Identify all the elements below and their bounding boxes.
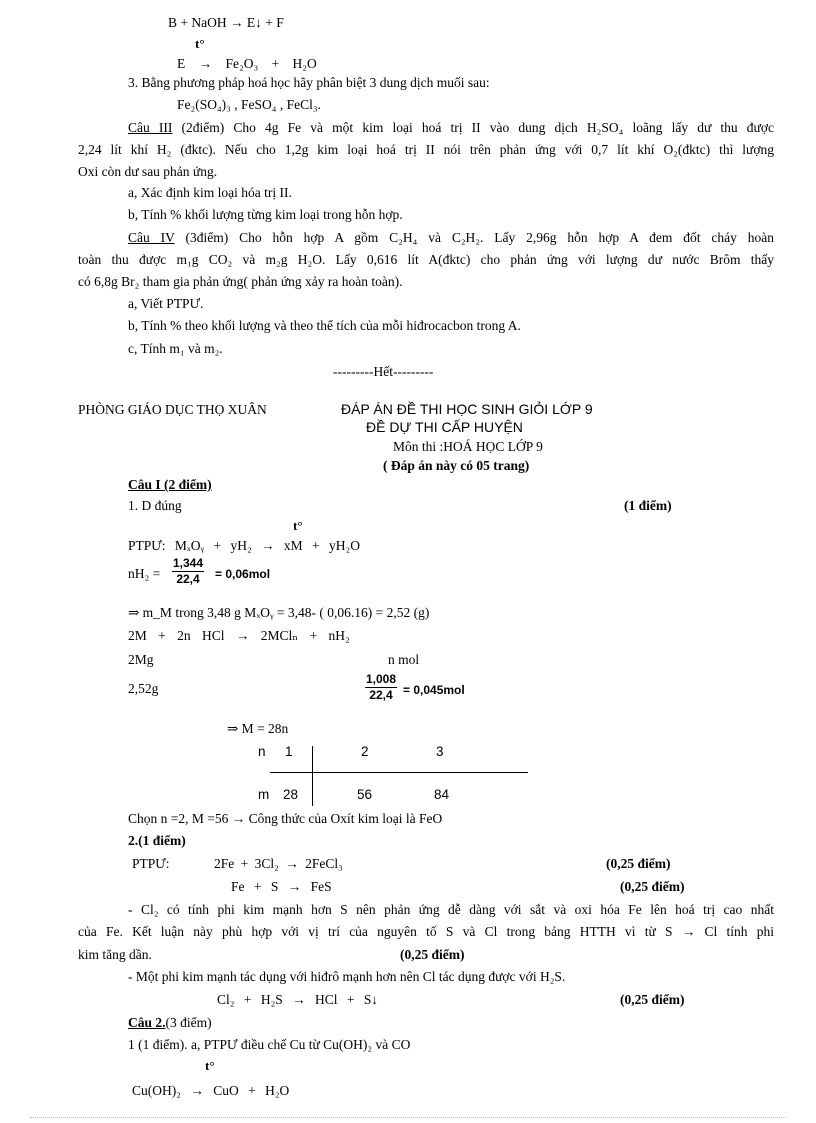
c1-eq4: Fe + S → FeS <box>231 879 332 894</box>
cau3-line3: Oxi còn dư sau phản ứng. <box>78 164 218 179</box>
c1-explain-4: - Một phi kim mạnh tác dụng với hiđrô mạnh hơn nên Cl tác dụng được với H₂S. <box>128 969 566 984</box>
cau4-b: b, Tính % theo khối lượng và theo thể tích của mỗi hiđrocacbon trong A. <box>128 318 521 333</box>
heat-mark: t° <box>195 36 205 51</box>
c1-mass: ⇒ m_M trong 3,48 g MₓOᵧ = 3,48- ( 0,06.16) = 2,52 (g) <box>128 605 430 620</box>
c1-part1-points: (1 điểm) <box>624 498 672 513</box>
nh2-denominator: 22,4 <box>176 572 200 586</box>
c2-points: (3 điểm) <box>165 1015 212 1030</box>
question-3: 3. Bằng phương pháp hoá học hãy phân biệt 3 dung dịch muối sau: <box>128 75 490 90</box>
h2-numerator: 1,008 <box>366 672 397 686</box>
reaction-1: B + NaOH → E↓ + F <box>168 15 284 30</box>
cau4-a: a, Viết PTPƯ. <box>128 296 204 311</box>
c2-heading <box>128 1014 212 1032</box>
cau3-a: a, Xác định kim loại hóa trị II. <box>128 185 292 200</box>
answer-title: ĐÁP ÁN ĐỀ THI HỌC SINH GIỎI LỚP 9 <box>341 401 593 417</box>
c1-eq3: 2Fe + 3Cl₂ → 2FeCl₃ <box>214 856 343 871</box>
table-n-value: 2 <box>361 744 369 759</box>
table-n-value: 3 <box>436 744 444 759</box>
table-m-value: 56 <box>357 787 373 802</box>
table-vline <box>312 746 313 806</box>
c1-eq4-points: (0,25 điểm) <box>620 879 685 894</box>
c1-part1: 1. D đúng <box>128 498 182 513</box>
h2-fraction <box>365 672 397 703</box>
table-m-value: 28 <box>283 787 299 802</box>
school-name: PHÒNG GIÁO DỤC THỌ XUÂN <box>78 402 267 417</box>
c1-explain-3: kim tăng dần. <box>78 947 152 962</box>
table-n-value: 1 <box>285 744 293 759</box>
c2-part1: 1 (1 điểm). a, PTPƯ điều chế Cu từ Cu(OH)₂ và CO <box>128 1037 411 1052</box>
c1-conclusion: Chọn n =2, M =56 → Công thức của Oxít kim loại là FeO <box>128 811 443 826</box>
cau4-c: c, Tính m₁ và m₂. <box>128 341 223 356</box>
page-count: ( Đáp án này có 05 trang) <box>383 458 530 473</box>
cau3-b: b, Tính % khối lượng từng kim loại trong hỗn hợp. <box>128 207 403 222</box>
c1-eq3-points: (0,25 điểm) <box>606 856 671 871</box>
end-mark: ---------Hết--------- <box>333 364 434 379</box>
c1-eq5-points: (0,25 điểm) <box>620 992 685 1007</box>
cau4-head <box>128 229 774 247</box>
c1-eq2: 2M + 2n HCl → 2MClₙ + nH₂ <box>128 628 350 643</box>
cau3-head <box>128 119 774 137</box>
nh2-prefix: nH₂ = <box>128 566 161 581</box>
h2-denominator: 22,4 <box>369 688 393 702</box>
nh2-numerator: 1,344 <box>173 556 204 570</box>
table-m-value: 84 <box>434 787 450 802</box>
h2-result: = 0,045mol <box>403 683 465 697</box>
cau4-line3: có 6,8g Br₂ tham gia phản ứng( phản ứng xảy ra hoàn toàn). <box>78 274 403 289</box>
reaction-2: E → Fe₂O₃ + H₂O <box>177 56 317 71</box>
c1-eq5: Cl₂ + H₂S → HCl + S↓ <box>217 992 379 1007</box>
c1-explain-1: - Cl₂ có tính phi kim mạnh hơn S nên phản ứng dễ dàng với sắt và oxi hóa Fe lên hoá trị cao nhất <box>128 902 774 917</box>
table-hline <box>270 772 528 773</box>
cau4-label: Câu IV <box>128 230 175 245</box>
c1-part2: 2.(1 điểm) <box>128 833 186 848</box>
nh2-fraction <box>172 556 204 587</box>
c1-heading: Câu I (2 điểm) <box>128 477 212 492</box>
molar-mass: ⇒ M = 28n <box>227 721 289 736</box>
heat-mark: t° <box>205 1058 215 1073</box>
cau4-line2: toàn thu được m₁g CO₂ và m₂g H₂O. Lấy 0,616 lít A(đktc) cho phản ứng với lượng dư nước Brôm thấy <box>78 252 774 267</box>
ratio-252g: 2,52g <box>128 681 159 696</box>
nh2-result: = 0,06mol <box>215 567 271 581</box>
c1-eq3-label: PTPƯ: <box>132 856 170 871</box>
c1-explain-2: của Fe. Kết luận này phù hợp với vị trí của nguyên tố S và Cl trong bảng HTTH vì từ S → Cl tính phi <box>78 924 774 939</box>
ratio-nmol: n mol <box>388 652 420 667</box>
heat-mark: t° <box>293 518 303 533</box>
cau3-label: Câu III <box>128 120 173 135</box>
ratio-2mg: 2Mg <box>128 652 154 667</box>
cau3-head-text: (2điểm) Cho 4g Fe và một kim loại hoá trị II vào dung dịch H₂SO₄ loãng lấy dư thu được <box>181 120 774 135</box>
c1-eq1: PTPƯ: MₓOᵧ + yH₂ → xM + yH₂O <box>128 538 361 553</box>
subject: Môn thi :HOÁ HỌC LỚP 9 <box>393 439 543 454</box>
salts-list: Fe₂(SO₄)₃ , FeSO₄ , FeCl₃. <box>177 97 321 112</box>
table-m-label: m <box>258 787 270 802</box>
c1-explain-3-points: (0,25 điểm) <box>400 947 465 962</box>
c2-eq: Cu(OH)₂ → CuO + H₂O <box>132 1083 290 1098</box>
answer-subtitle: ĐỀ DỰ THI CẤP HUYỆN <box>366 419 523 435</box>
c2-label: Câu 2. <box>128 1015 166 1030</box>
cau4-head-text: (3điểm) Cho hỗn hợp A gồm C₂H₄ và C₂H₂. Lấy 2,96g hỗn hợp A đem đốt cháy hoàn <box>185 230 775 245</box>
page-bottom-border <box>30 1117 786 1118</box>
table-n-label: n <box>258 744 266 759</box>
cau3-line2: 2,24 lít khí H₂ (đktc). Nếu cho 1,2g kim loại hoá trị II nói trên phản ứng với 0,7 lít khí O₂(đktc) thì lượng <box>78 142 774 157</box>
